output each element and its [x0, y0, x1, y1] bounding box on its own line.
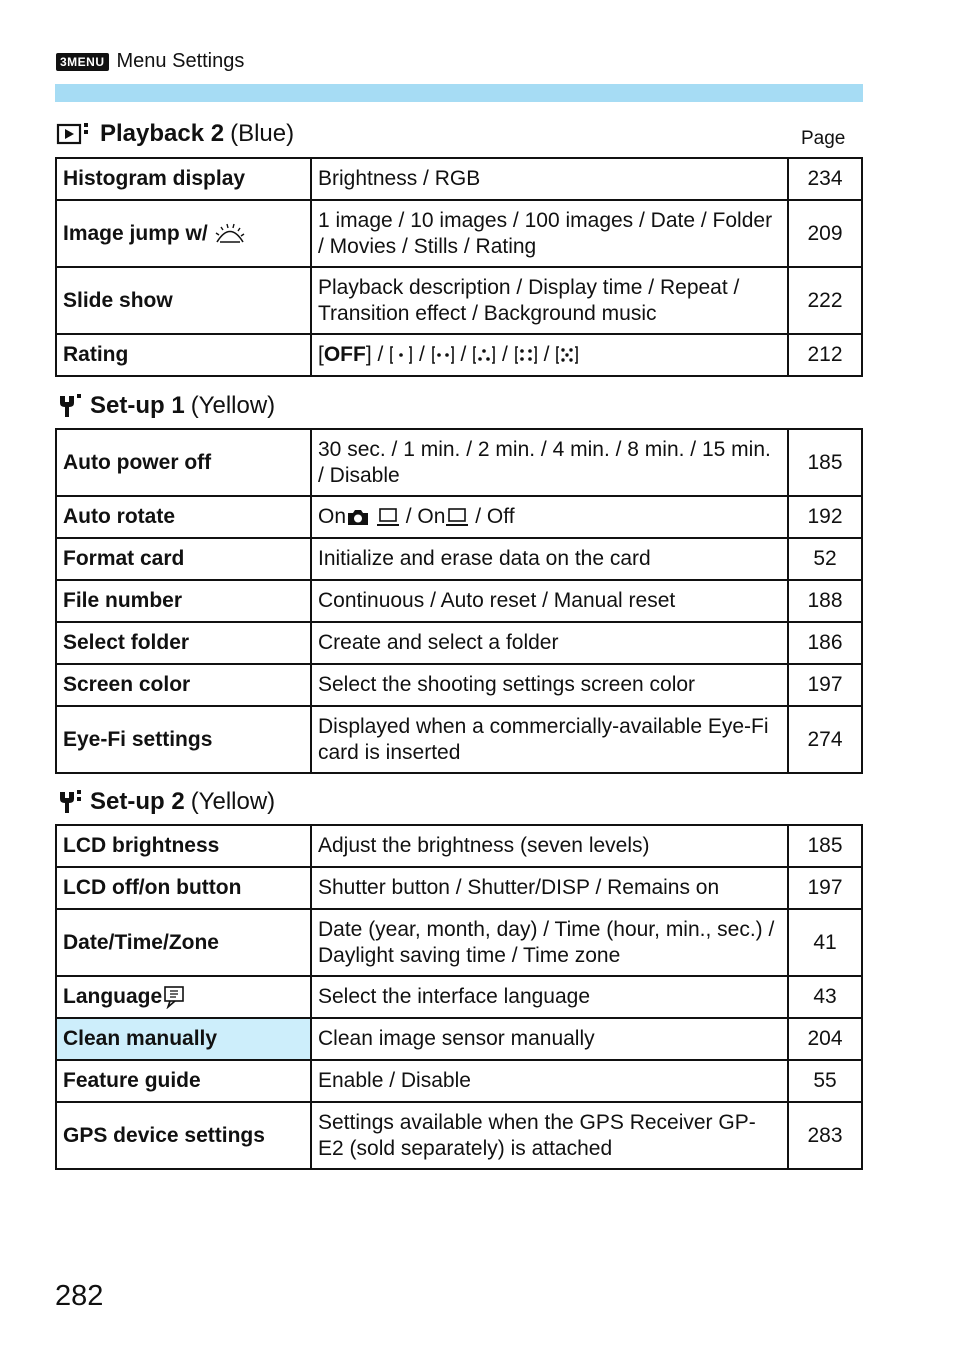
- section-title-setup2: [56, 788, 275, 816]
- setting-name: Clean manually: [56, 1018, 311, 1060]
- auto-rotate-sep-2: /: [469, 505, 487, 528]
- setting-value: Date (year, month, day) / Time (hour, min., sec.) / Daylight saving time / Time zone: [311, 909, 788, 976]
- section-name: Set-up 1: [90, 392, 185, 419]
- setup2-table: [55, 824, 863, 1170]
- menu-badge: 3MENU: [56, 53, 109, 71]
- table-row: [56, 580, 862, 622]
- section-name: Set-up 2: [90, 788, 185, 815]
- page-ref: 41: [788, 909, 862, 976]
- setting-name: LCD brightness: [56, 825, 311, 867]
- camera-icon: [346, 507, 370, 527]
- playback-icon: [56, 120, 92, 148]
- setting-value: Create and select a folder: [311, 622, 788, 664]
- table-row: [56, 909, 862, 976]
- section-color: (Blue): [230, 120, 295, 147]
- setting-name: Date/Time/Zone: [56, 909, 311, 976]
- setting-name: Image jump w/: [63, 221, 208, 245]
- setting-value: Continuous / Auto reset / Manual reset: [311, 580, 788, 622]
- setting-name: Language: [63, 985, 163, 1008]
- setting-value: 30 sec. / 1 min. / 2 min. / 4 min. / 8 min. / 15 min. / Disable: [311, 429, 788, 496]
- setting-name: Feature guide: [56, 1060, 311, 1102]
- table-row: [56, 200, 862, 267]
- page-ref: 222: [788, 267, 862, 334]
- table-row: [56, 429, 862, 496]
- main-dial-icon: [214, 223, 246, 245]
- table-row: [56, 976, 862, 1018]
- setting-name: GPS device settings: [56, 1102, 311, 1169]
- table-row: [56, 664, 862, 706]
- setting-value: Select the interface language: [311, 976, 788, 1018]
- section-name: Playback 2: [100, 120, 225, 147]
- setting-value-cell: [OFF] / / / / /: [311, 334, 788, 376]
- setting-value-cell: [311, 496, 788, 538]
- section-color: (Yellow): [190, 788, 276, 815]
- wrench-icon: [56, 788, 82, 816]
- page-number: 282: [55, 1280, 104, 1312]
- page-ref: 43: [788, 976, 862, 1018]
- rating-off: OFF: [323, 343, 366, 366]
- table-row: [56, 267, 862, 334]
- page-ref: 209: [788, 200, 862, 267]
- rating-1-icon: [389, 345, 413, 365]
- header-title: Menu Settings: [116, 50, 245, 72]
- page-ref: 186: [788, 622, 862, 664]
- page-ref: 192: [788, 496, 862, 538]
- setting-value: Shutter button / Shutter/DISP / Remains on: [311, 867, 788, 909]
- page-ref: 197: [788, 664, 862, 706]
- setting-name: LCD off/on button: [56, 867, 311, 909]
- table-row: [56, 334, 862, 376]
- rating-5-icon: [555, 345, 579, 365]
- auto-rotate-on: On: [318, 505, 347, 528]
- playback2-table: [55, 157, 863, 377]
- table-row: [56, 1060, 862, 1102]
- page-ref: 204: [788, 1018, 862, 1060]
- setting-name: Eye-Fi settings: [56, 706, 311, 773]
- setting-name: Auto rotate: [56, 496, 311, 538]
- table-row: [56, 496, 862, 538]
- section-title-playback2: [56, 120, 294, 148]
- table-row: [56, 867, 862, 909]
- table-row: [56, 538, 862, 580]
- setting-name: Rating: [56, 334, 311, 376]
- setting-value: 1 image / 10 images / 100 images / Date / Folder / Movies / Stills / Rating: [311, 200, 788, 267]
- page-ref: 185: [788, 825, 862, 867]
- auto-rotate-off: Off: [486, 505, 515, 528]
- table-row: [56, 622, 862, 664]
- computer-icon: [376, 507, 400, 527]
- setting-name: Histogram display: [56, 158, 311, 200]
- table-row: [56, 158, 862, 200]
- page-ref: 197: [788, 867, 862, 909]
- language-icon: [162, 985, 188, 1009]
- table-row: [56, 1102, 862, 1169]
- auto-rotate-sep: /: [399, 505, 418, 528]
- setting-name: Slide show: [56, 267, 311, 334]
- rating-4-icon: [514, 345, 538, 365]
- table-row: [56, 706, 862, 773]
- table-row: [56, 1018, 862, 1060]
- rating-2-icon: [431, 345, 455, 365]
- setting-name: File number: [56, 580, 311, 622]
- auto-rotate-on-2: On: [417, 505, 446, 528]
- section-color: (Yellow): [190, 392, 276, 419]
- page-ref: 283: [788, 1102, 862, 1169]
- rating-3-icon: [472, 345, 496, 365]
- computer-icon: [445, 507, 469, 527]
- setting-value: Enable / Disable: [311, 1060, 788, 1102]
- page-ref: 188: [788, 580, 862, 622]
- setting-value: Displayed when a commercially-available Eye-Fi card is inserted: [311, 706, 788, 773]
- page-ref: 212: [788, 334, 862, 376]
- setting-value: Adjust the brightness (seven levels): [311, 825, 788, 867]
- setting-name-cell: [56, 976, 311, 1018]
- setting-value: Initialize and erase data on the card: [311, 538, 788, 580]
- page-ref: 55: [788, 1060, 862, 1102]
- running-header: [56, 50, 244, 73]
- page-ref: 234: [788, 158, 862, 200]
- setting-name: Select folder: [56, 622, 311, 664]
- section-title-setup1: [56, 392, 275, 420]
- table-row: [56, 825, 862, 867]
- setting-name: Format card: [56, 538, 311, 580]
- setting-value: Playback description / Display time / Repeat / Transition effect / Background music: [311, 267, 788, 334]
- setting-name-cell: [56, 200, 311, 267]
- page-ref: 274: [788, 706, 862, 773]
- setup1-table: [55, 428, 863, 774]
- page-ref: 52: [788, 538, 862, 580]
- page-column-label: Page: [801, 128, 846, 149]
- setting-value: Brightness / RGB: [311, 158, 788, 200]
- setting-value: Clean image sensor manually: [311, 1018, 788, 1060]
- section-bar: [55, 84, 863, 102]
- setting-value: Select the shooting settings screen color: [311, 664, 788, 706]
- setting-value: Settings available when the GPS Receiver GP-E2 (sold separately) is attached: [311, 1102, 788, 1169]
- setting-name: Screen color: [56, 664, 311, 706]
- page-ref: 185: [788, 429, 862, 496]
- wrench-icon: [56, 392, 82, 420]
- setting-name: Auto power off: [56, 429, 311, 496]
